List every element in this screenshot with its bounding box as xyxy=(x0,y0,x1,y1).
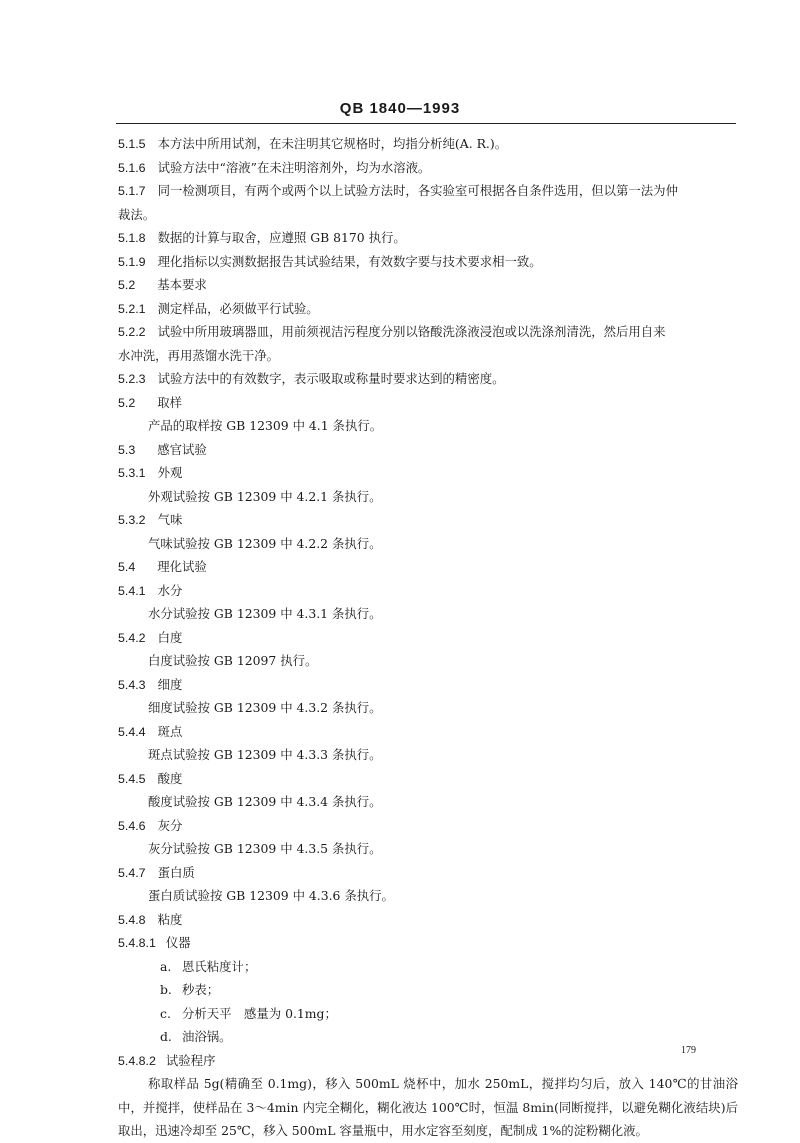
section-line xyxy=(118,461,738,485)
continuation-line: 水冲洗，再用蒸馏水洗干净。 xyxy=(118,347,280,363)
section-number: 5.2.2 xyxy=(118,325,146,339)
document-header: QB 1840—1993 xyxy=(339,100,461,117)
list-text: 分析天平 感量为 0.1mg； xyxy=(182,1005,337,1021)
section-number: 5.1.9 xyxy=(118,254,146,269)
list-item xyxy=(118,978,738,1002)
section-text: 酸度 xyxy=(157,770,183,786)
section-number: 5.4.8.2 xyxy=(118,1053,156,1068)
page-number: 179 xyxy=(681,1045,696,1056)
section-line xyxy=(118,508,738,532)
section-text: 粘度 xyxy=(157,911,183,927)
section-line xyxy=(118,626,738,650)
section-line xyxy=(118,156,738,180)
section-number: 5.4.3 xyxy=(118,677,146,692)
list-item xyxy=(118,1002,738,1026)
section-text: 理化指标以实测数据报告其试验结果，有效数字要与技术要求相一致。 xyxy=(157,253,542,269)
section-number: 5.3.1 xyxy=(118,466,146,480)
body-line: 水分试验按 GB 12309 中 4.3.1 条执行。 xyxy=(148,606,382,621)
section-text: 蛋白质 xyxy=(157,864,195,880)
section-text: 取样 xyxy=(157,394,183,410)
section-line xyxy=(118,720,738,744)
section-line xyxy=(118,814,738,838)
section-number: 5.2.1 xyxy=(118,301,146,316)
section-number: 5.4.7 xyxy=(118,865,146,880)
section-text: 感官试验 xyxy=(157,441,207,457)
header-rule xyxy=(116,123,736,124)
section-text: 灰分 xyxy=(157,817,183,833)
body-line: 细度试验按 GB 12309 中 4.3.2 条执行。 xyxy=(148,700,382,715)
body-line: 产品的取样按 GB 12309 中 4.1 条执行。 xyxy=(148,418,383,433)
list-marker: d. xyxy=(160,1029,172,1044)
section-text: 试验方法中的有效数字，表示吸取或称量时要求达到的精密度。 xyxy=(157,371,505,386)
list-marker: c. xyxy=(160,1005,171,1021)
section-line xyxy=(118,767,738,791)
list-text: 油浴锅。 xyxy=(182,1029,232,1044)
section-line xyxy=(118,673,738,697)
section-text: 斑点 xyxy=(157,723,183,739)
section-line xyxy=(118,226,738,250)
section-text: 细度 xyxy=(157,676,183,692)
section-line xyxy=(118,555,738,579)
body-line: 外观试验按 GB 12309 中 4.2.1 条执行。 xyxy=(148,488,382,504)
section-number: 5.2.3 xyxy=(118,372,146,386)
section-line xyxy=(118,579,738,603)
section-number: 5.3.2 xyxy=(118,513,146,527)
list-item xyxy=(118,1025,738,1049)
section-text: 试验中所用玻璃器皿，用前须视洁污程度分别以铬酸洗涤液浸泡或以洗涤剂清洗，然后用自来 xyxy=(157,324,666,339)
section-text: 同一检测项目，有两个或两个以上试验方法时，各实验室可根据各自条件选用，但以第一法为仲 xyxy=(157,183,678,198)
body-line: 斑点试验按 GB 12309 中 4.3.3 条执行。 xyxy=(148,747,382,762)
section-line xyxy=(118,931,738,955)
section-number: 5.4.4 xyxy=(118,724,146,739)
section-text: 气味 xyxy=(157,512,183,527)
section-line xyxy=(118,908,738,932)
list-text: 秒表； xyxy=(182,982,220,997)
section-number: 5.2 xyxy=(118,395,136,410)
list-text: 恩氏粘度计； xyxy=(182,958,257,974)
section-text: 仪器 xyxy=(165,935,191,950)
section-text: 本方法中所用试剂，在未注明其它规格时，均指分析纯(A. R.)。 xyxy=(157,136,508,151)
section-line xyxy=(118,861,738,885)
list-marker: b. xyxy=(160,982,172,997)
section-number: 5.1.6 xyxy=(118,160,146,175)
section-line xyxy=(118,391,738,415)
section-number: 5.1.8 xyxy=(118,231,146,245)
section-text: 水分 xyxy=(157,582,183,598)
section-number: 5.4.2 xyxy=(118,630,146,645)
section-text: 试验程序 xyxy=(165,1052,216,1068)
section-text: 数据的计算与取舍，应遵照 GB 8170 执行。 xyxy=(157,230,406,245)
body-line: 酸度试验按 GB 12309 中 4.3.4 条执行。 xyxy=(148,794,382,809)
continuation-line: 裁法。 xyxy=(118,206,156,222)
body-line: 灰分试验按 GB 12309 中 4.3.5 条执行。 xyxy=(148,841,382,856)
section-line xyxy=(118,367,738,391)
section-number: 5.4.6 xyxy=(118,818,146,833)
section-line xyxy=(118,438,738,462)
section-number: 5.2 xyxy=(118,278,136,292)
section-line xyxy=(118,1049,738,1073)
section-line xyxy=(118,273,738,297)
section-number: 5.1.5 xyxy=(118,137,146,151)
section-number: 5.4 xyxy=(118,560,136,574)
section-line xyxy=(118,297,738,321)
section-number: 5.4.1 xyxy=(118,583,146,598)
section-text: 白度 xyxy=(157,629,183,645)
section-number: 5.3 xyxy=(118,442,136,457)
section-number: 5.1.7 xyxy=(118,184,146,198)
section-line xyxy=(118,132,738,156)
body-line: 蛋白质试验按 GB 12309 中 4.3.6 条执行。 xyxy=(148,888,394,903)
section-number: 5.4.8.1 xyxy=(118,936,156,950)
section-line xyxy=(118,250,738,274)
section-line xyxy=(118,320,738,344)
section-text: 测定样品，必须做平行试验。 xyxy=(157,300,319,316)
list-item xyxy=(118,955,738,979)
section-line xyxy=(118,179,738,203)
procedure-paragraph: 称取样品 5g(精确至 0.1mg)，移入 500mL 烧杯中，加水 250mL，搅拌均匀后，放入 140℃的甘油浴中，并搅拌，使样品在 3～4min 内完全糊化，糊化液达 100℃时，恒温 8min(同断搅拌，以避免糊化液结块)后取出，迅速冷却至 25℃，移入 500mL 容量瓶中，用水定容至刻度，配制成 1%的淀粉糊化液。 xyxy=(118,1076,738,1138)
section-text: 理化试验 xyxy=(157,559,207,574)
section-number: 5.4.5 xyxy=(118,771,146,786)
document-body xyxy=(118,132,738,1143)
section-text: 基本要求 xyxy=(157,277,207,292)
section-number: 5.4.8 xyxy=(118,912,146,927)
body-line: 气味试验按 GB 12309 中 4.2.2 条执行。 xyxy=(148,535,382,551)
section-text: 试验方法中“溶液”在未注明溶剂外，均为水溶液。 xyxy=(157,159,431,175)
body-line: 白度试验按 GB 12097 执行。 xyxy=(148,653,318,668)
list-marker: a. xyxy=(160,958,172,974)
section-text: 外观 xyxy=(157,465,183,480)
